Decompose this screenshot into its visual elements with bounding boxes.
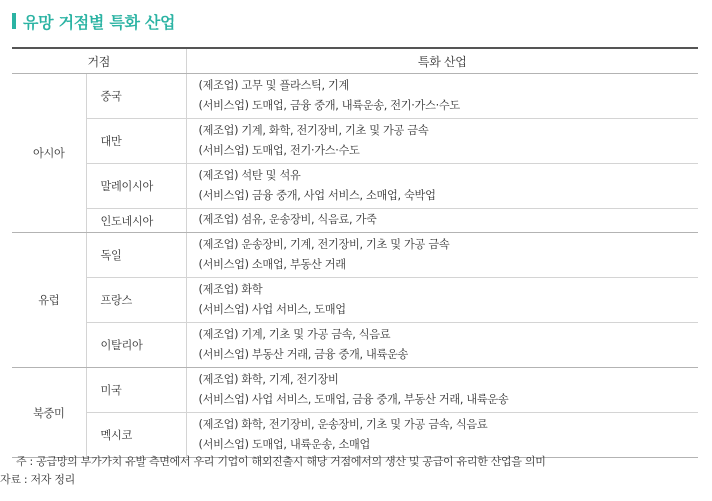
industry-line: (서비스업) 사업 서비스, 도매업, 금융 중개, 부동산 거래, 내륙운송 bbox=[198, 393, 509, 406]
industry-line: (제조업) 화학 bbox=[198, 282, 263, 296]
country-cell: 미국 bbox=[86, 368, 186, 413]
industry-cell bbox=[186, 233, 698, 278]
table-row bbox=[12, 413, 698, 458]
page-title: 유망 거점별 특화 산업 bbox=[23, 12, 176, 32]
header-base: 거점 bbox=[12, 48, 186, 74]
country-cell: 이탈리아 bbox=[86, 323, 186, 368]
industry-cell bbox=[186, 74, 698, 119]
country-cell: 독일 bbox=[86, 233, 186, 278]
page-title-row bbox=[12, 10, 175, 32]
table-row bbox=[12, 323, 698, 368]
industry-cell bbox=[186, 278, 698, 323]
industry-line: (서비스업) 사업 서비스, 도매업 bbox=[198, 303, 346, 316]
industry-line: (서비스업) 도매업, 금융 중개, 내륙운송, 전기·가스·수도 bbox=[198, 99, 460, 112]
country-cell: 인도네시아 bbox=[86, 209, 186, 233]
header-row bbox=[12, 48, 698, 74]
table-body bbox=[12, 74, 698, 458]
industry-cell bbox=[186, 119, 698, 164]
industry-cell bbox=[186, 164, 698, 209]
industry-line: (제조업) 운송장비, 기계, 전기장비, 기초 및 가공 금속 bbox=[198, 237, 450, 251]
region-cell: 유럽 bbox=[12, 233, 86, 368]
country-cell: 대만 bbox=[86, 119, 186, 164]
footnote-note: 주 : 공급망의 부가가치 유발 측면에서 우리 기업이 해외진출시 해당 거점에서의 생산 및 공급이 유리한 산업을 의미 bbox=[16, 455, 546, 468]
industry-line: (제조업) 기계, 화학, 전기장비, 기초 및 가공 금속 bbox=[198, 123, 429, 137]
region-cell: 아시아 bbox=[12, 74, 86, 233]
footnotes bbox=[0, 453, 546, 489]
industry-line: (제조업) 화학, 전기장비, 운송장비, 기초 및 가공 금속, 식음료 bbox=[198, 417, 488, 431]
specialized-industry-table bbox=[12, 47, 698, 458]
region-cell: 북중미 bbox=[12, 368, 86, 458]
industry-line: (서비스업) 도매업, 전기·가스·수도 bbox=[198, 144, 360, 157]
header-industry: 특화 산업 bbox=[186, 48, 698, 74]
industry-line: (제조업) 섬유, 운송장비, 식음료, 가죽 bbox=[198, 213, 377, 227]
industry-cell bbox=[186, 209, 698, 233]
country-cell: 프랑스 bbox=[86, 278, 186, 323]
industry-cell bbox=[186, 323, 698, 368]
industry-line: (서비스업) 금융 중개, 사업 서비스, 소매업, 숙박업 bbox=[198, 189, 436, 202]
industry-line: (서비스업) 도매업, 내륙운송, 소매업 bbox=[198, 438, 371, 451]
industry-line: (제조업) 석탄 및 석유 bbox=[198, 168, 301, 182]
industry-line: (서비스업) 부동산 거래, 금융 중개, 내륙운송 bbox=[198, 348, 409, 361]
country-cell: 말레이시아 bbox=[86, 164, 186, 209]
table-row bbox=[12, 368, 698, 413]
table-row bbox=[12, 119, 698, 164]
footnote-source: 자료 : 저자 정리 bbox=[0, 473, 75, 486]
industry-cell bbox=[186, 413, 698, 458]
table-row bbox=[12, 209, 698, 233]
table-row bbox=[12, 74, 698, 119]
table-row bbox=[12, 164, 698, 209]
country-cell: 멕시코 bbox=[86, 413, 186, 458]
country-cell: 중국 bbox=[86, 74, 186, 119]
industry-line: (제조업) 화학, 기계, 전기장비 bbox=[198, 372, 339, 386]
table-header bbox=[12, 48, 698, 74]
table-row bbox=[12, 233, 698, 278]
industry-cell bbox=[186, 368, 698, 413]
industry-line: (서비스업) 소매업, 부동산 거래 bbox=[198, 258, 346, 271]
industry-line: (제조업) 고무 및 플라스틱, 기계 bbox=[198, 78, 349, 92]
industry-line: (제조업) 기계, 기초 및 가공 금속, 식음료 bbox=[198, 327, 391, 341]
table-row bbox=[12, 278, 698, 323]
title-accent-bar bbox=[12, 13, 16, 29]
